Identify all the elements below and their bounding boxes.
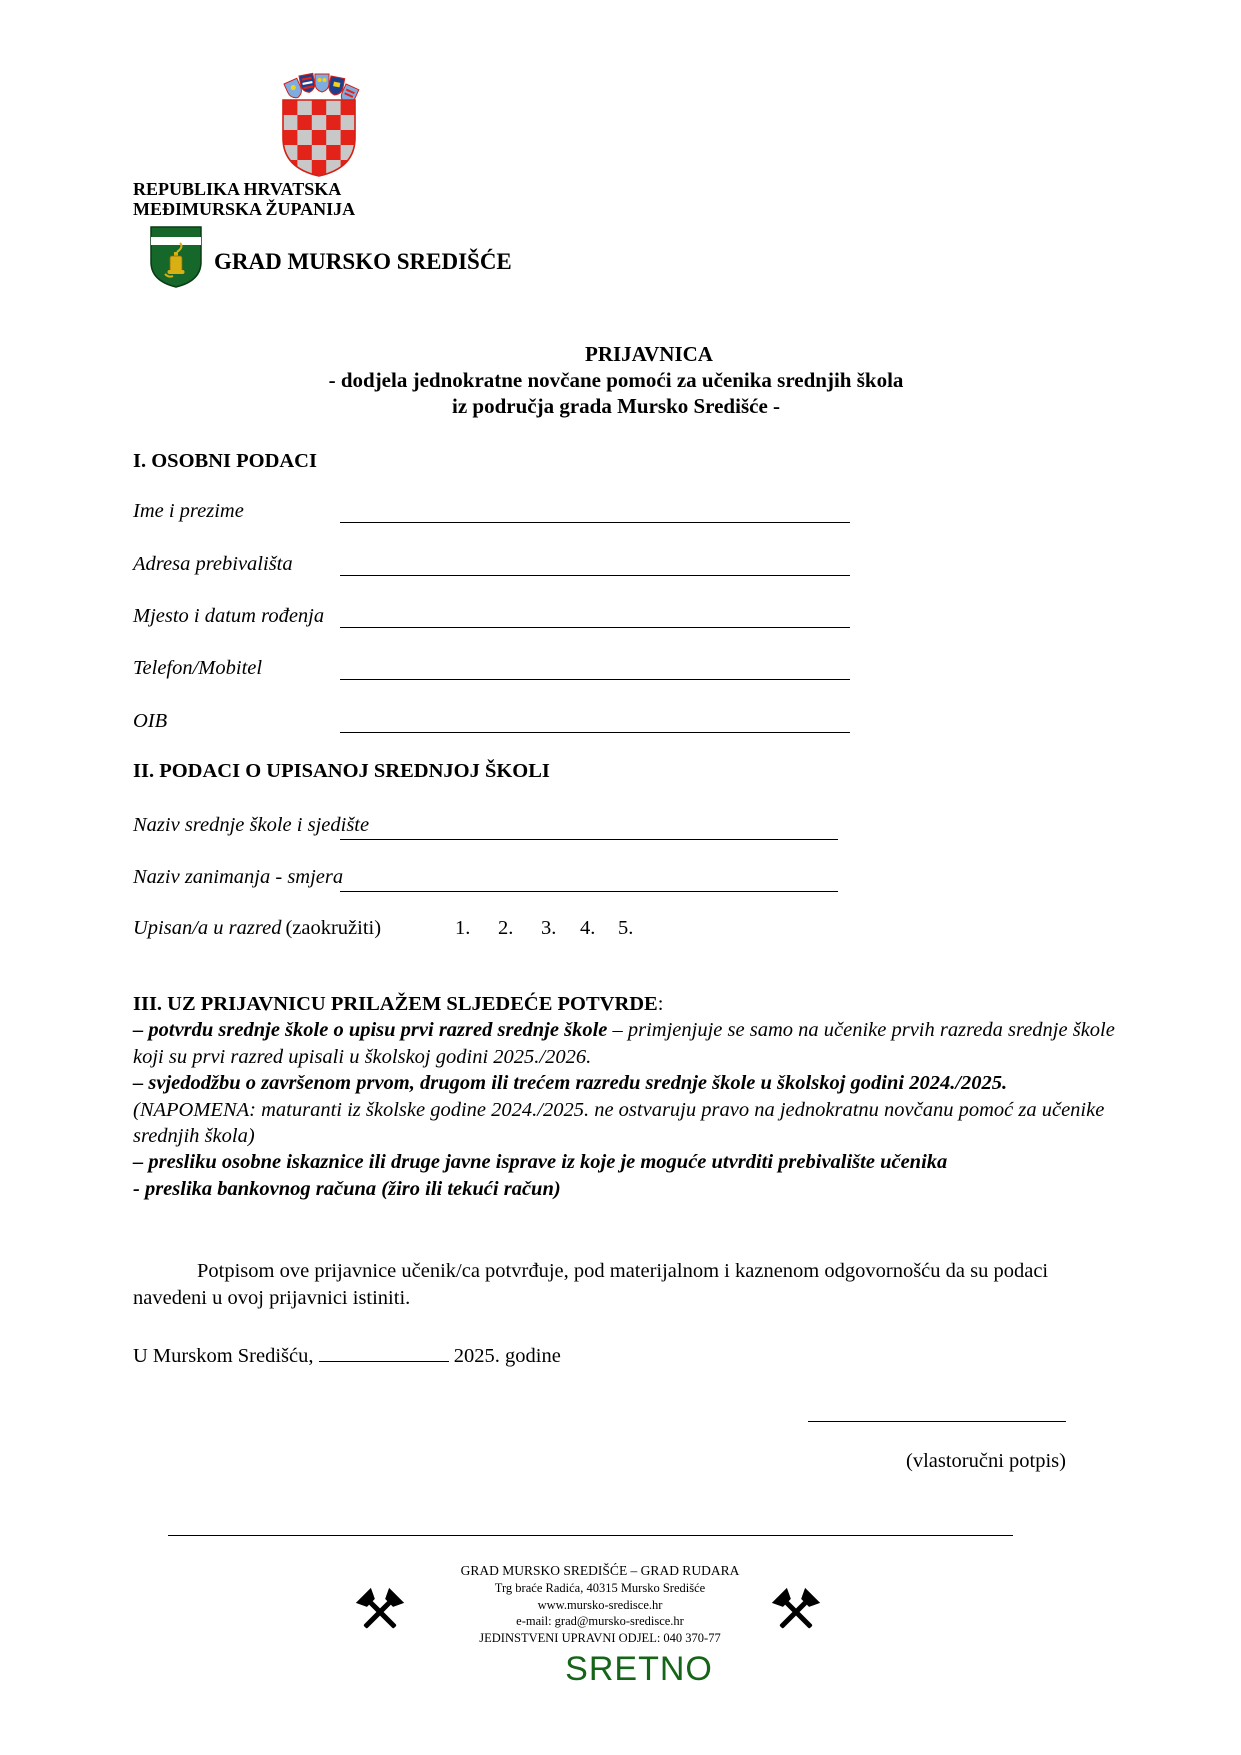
section3-item4-bold: - preslika bankovnog računa (žiro ili tekući račun) [133, 1177, 561, 1200]
field-blank-telefon [340, 679, 850, 680]
grade-option-4: 4. [580, 917, 596, 939]
grade-label-regular: (zaokružiti) [285, 917, 382, 939]
field-label-naziv-zanimanja: Naziv zanimanja - smjera [133, 866, 344, 888]
declaration-paragraph: Potpisom ove prijavnice učenik/ca potvrđuje, pod materijalnom i kaznenom odgovornošću da su podaci navedeni u ovoj prijavnici istiniti. [133, 1260, 1049, 1309]
field-label-telefon: Telefon/Mobitel [133, 657, 263, 679]
footer-divider [168, 1535, 1013, 1536]
grade-row-label [133, 917, 381, 940]
section3-item1-rest: – primjenjuje se samo na učenike prvih razreda srednje škole koji su prvi razred upisali u školskoj godini 2025./2026. [133, 1019, 1115, 1068]
footer-department-phone: JEDINSTVENI UPRAVNI ODJEL: 040 370-77 [479, 1630, 721, 1645]
field-label-naziv-skole: Naziv srednje škole i sjedište [133, 814, 370, 836]
signature-caption: (vlastoručni potpis) [906, 1450, 1066, 1472]
section3-item1-bold: – potvrdu srednje škole o upisu prvi razred srednje škole [133, 1019, 608, 1042]
section3-item2-note: (NAPOMENA: maturanti iz školske godine 2024./2025. ne ostvaruju pravo na jednokratnu novčanu pomoć za učenike srednjih škola) [133, 1098, 1105, 1148]
mursko-sredisce-coat-of-arms-icon [150, 226, 202, 288]
republic-line: REPUBLIKA HRVATSKA [133, 179, 342, 199]
field-label-oib: OIB [133, 710, 168, 732]
grade-option-2: 2. [498, 917, 514, 939]
city-title: GRAD MURSKO SREDIŠĆE [214, 249, 512, 274]
doc-title-line1: PRIJAVNICA [585, 342, 713, 366]
field-label-ime-i-prezime: Ime i prezime [133, 500, 244, 522]
county-line: MEĐIMURSKA ŽUPANIJA [133, 199, 356, 219]
grade-label-italic: Upisan/a u razred [133, 917, 282, 939]
section3-heading: III. UZ PRIJAVNICU PRILAŽEM SLJEDEĆE POTVRDE [133, 993, 658, 1015]
section3-block [133, 991, 1125, 1202]
grade-option-3: 3. [541, 917, 557, 939]
section3-item3-bold: – presliku osobne iskaznice ili druge javne isprave iz koje je moguće utvrditi prebivalište učenika [133, 1151, 948, 1174]
field-label-adresa: Adresa prebivališta [133, 553, 293, 575]
section1-heading: I. OSOBNI PODACI [133, 450, 317, 472]
field-label-mjesto-datum: Mjesto i datum rođenja [133, 605, 325, 627]
date-line [133, 1343, 561, 1368]
doc-title-line2: - dodjela jednokratne novčane pomoći za učenika srednjih škola [328, 368, 904, 392]
grade-option-5: 5. [618, 917, 634, 939]
motto-sretno: SRETNO [565, 1650, 713, 1688]
section3-heading-colon: : [657, 993, 664, 1015]
footer-email: e-mail: grad@mursko-sredisce.hr [516, 1614, 684, 1628]
section2-heading: II. PODACI O UPISANOJ SREDNJOJ ŠKOLI [133, 760, 550, 782]
signature-blank [808, 1421, 1066, 1422]
field-blank-mjesto-datum [340, 627, 850, 628]
date-blank [319, 1343, 449, 1362]
grade-option-1: 1. [455, 917, 471, 939]
footer-website: www.mursko-sredisce.hr [537, 1597, 663, 1612]
field-blank-ime-i-prezime [340, 522, 850, 523]
field-blank-oib [340, 732, 850, 733]
footer-text-block [170, 1562, 1030, 1646]
field-blank-adresa [340, 575, 850, 576]
date-line-prefix: U Murskom Središću, [133, 1345, 314, 1367]
field-blank-naziv-skole [340, 839, 838, 840]
section3-item2-bold: – svjedodžbu o završenom prvom, drugom ili trećem razredu srednje škole u školskoj godini 2024./2025. [133, 1072, 1008, 1095]
footer-address-line: Trg braće Radića, 40315 Mursko Središće [494, 1581, 706, 1595]
crossed-hammers-right-icon [768, 1584, 824, 1640]
date-line-suffix: 2025. godine [453, 1345, 561, 1367]
doc-title-line3: iz područja grada Mursko Središće - [451, 394, 781, 418]
field-blank-naziv-zanimanja [340, 891, 838, 892]
footer-org-line: GRAD MURSKO SREDIŠĆE – GRAD RUDARA [460, 1563, 740, 1578]
croatia-coat-of-arms-icon [277, 72, 361, 178]
